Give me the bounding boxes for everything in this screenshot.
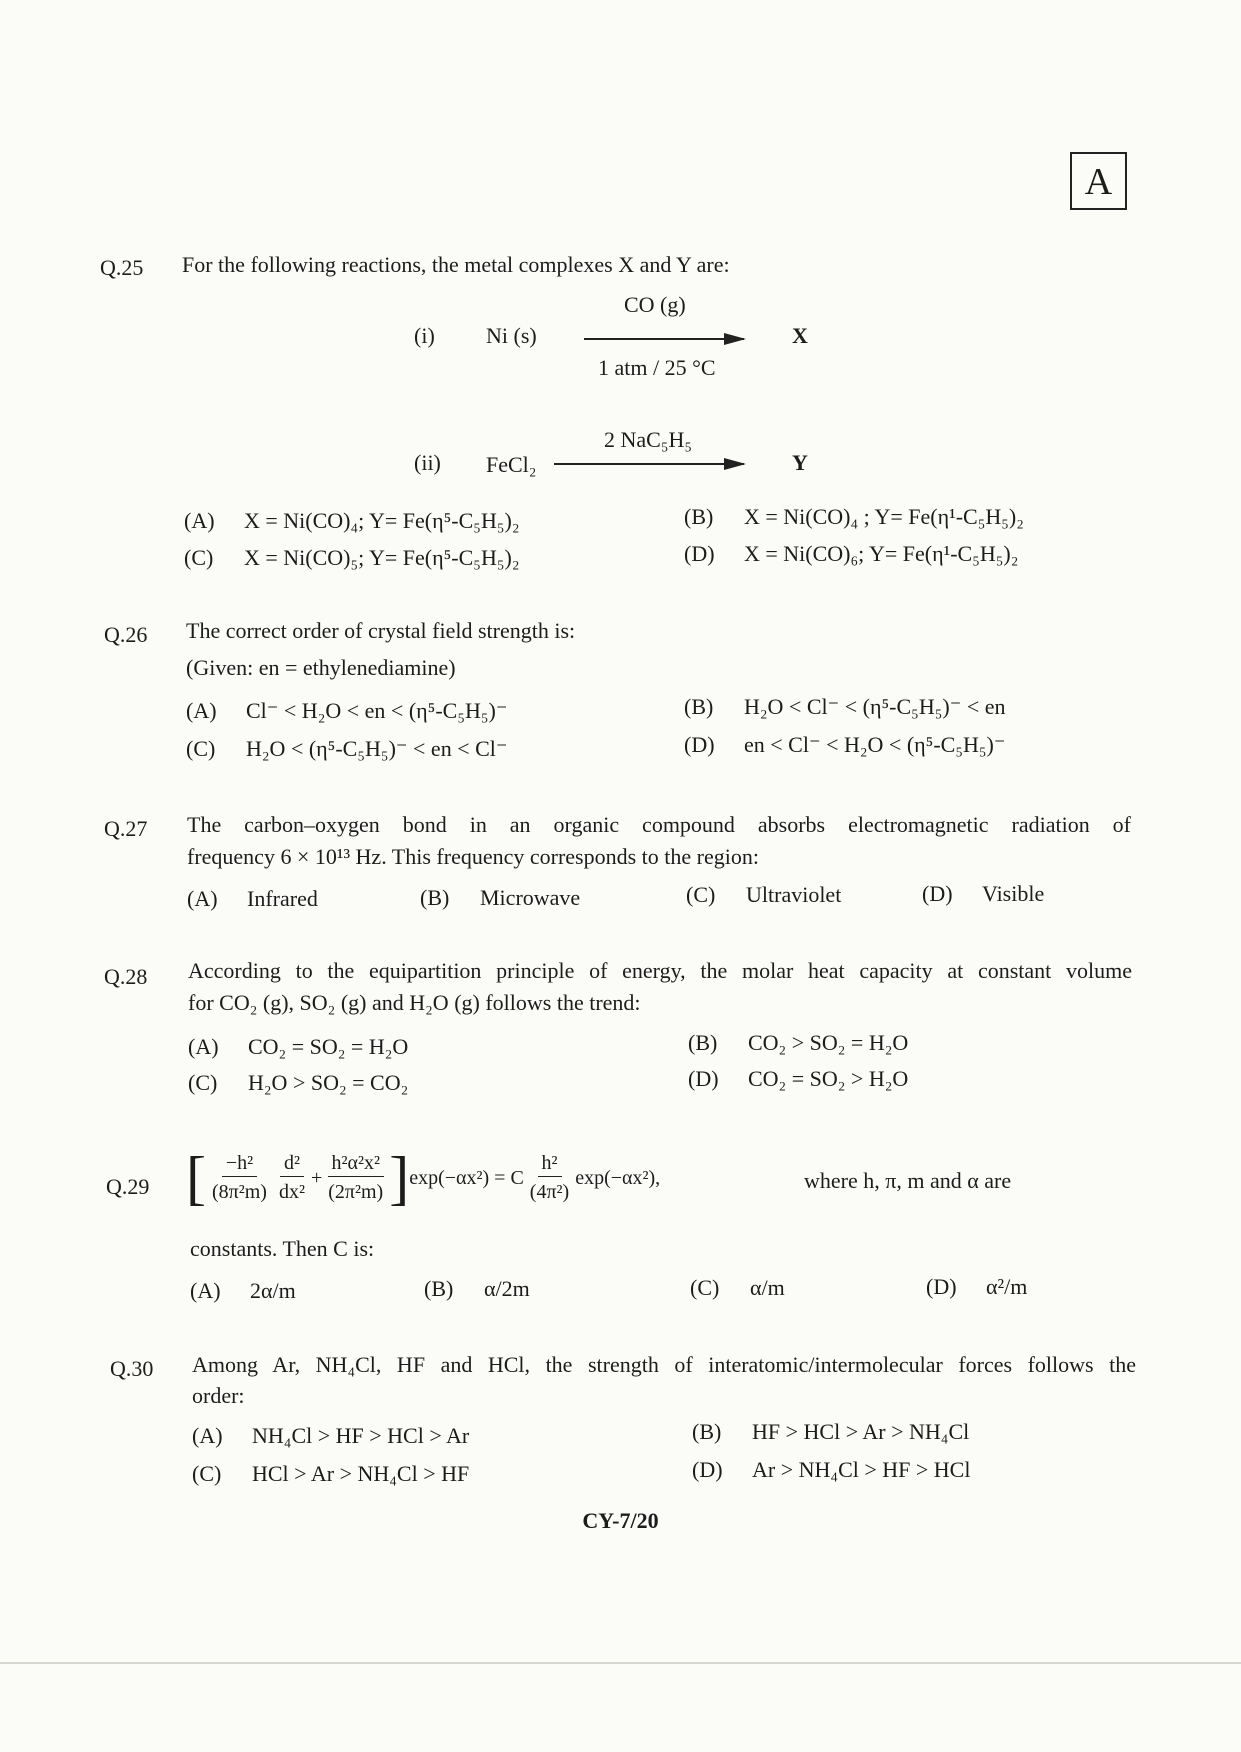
question-number: Q.27: [104, 816, 148, 841]
option-label: (C): [192, 1461, 222, 1486]
numerator: h²α²x²: [328, 1150, 384, 1177]
option-label: (B): [420, 885, 450, 910]
option-c: [186, 736, 508, 762]
exponential-term: exp(−αx²) = C: [409, 1166, 524, 1189]
reaction-arrow: [554, 463, 744, 465]
option-text: Visible: [982, 881, 1045, 906]
option-text: Ar > NH₄Cl > HF > HCl: [752, 1457, 971, 1482]
option-text: α/2m: [484, 1276, 530, 1301]
option-b: [684, 694, 1006, 720]
option-label: (B): [688, 1030, 718, 1055]
option-b: [684, 504, 1024, 530]
option-label: (C): [188, 1070, 218, 1095]
question-text-line-1: Among Ar, NH₄Cl, HF and HCl, the strength of interatomic/intermolecular forces follows the: [192, 1352, 1136, 1377]
option-text: Infrared: [247, 886, 318, 911]
option-d: [688, 1066, 908, 1092]
question-number: Q.30: [110, 1356, 154, 1381]
option-text: HCl > Ar > NH₄Cl > HF: [252, 1461, 470, 1486]
option-text: α²/m: [986, 1274, 1028, 1299]
reaction-arrow: [584, 338, 744, 340]
schrodinger-equation: [186, 1145, 661, 1211]
option-b: [424, 1276, 530, 1302]
fraction: [324, 1150, 387, 1207]
condition: 1 atm / 25 °C: [598, 355, 716, 380]
question-text-line-2: order:: [192, 1383, 245, 1408]
option-a: [192, 1423, 469, 1449]
option-c: [686, 882, 841, 908]
option-a: [186, 698, 508, 724]
page-footer: CY-7/20: [582, 1508, 659, 1533]
plus-sign: +: [310, 1166, 323, 1189]
exponential-term: exp(−αx²),: [575, 1166, 661, 1189]
option-a: [187, 886, 318, 912]
denominator: (2π²m): [328, 1180, 384, 1203]
option-label: (D): [926, 1274, 957, 1299]
option-text: H₂O < Cl⁻ < (η⁵-C₅H₅)⁻ < en: [744, 694, 1006, 719]
question-text-line-1: The carbon–oxygen bond in an organic compound absorbs electromagnetic radiation of: [187, 812, 1131, 837]
option-label: (B): [684, 504, 714, 529]
fraction: [275, 1150, 309, 1207]
denominator: (8π²m): [211, 1180, 267, 1203]
denominator: (4π²): [529, 1180, 570, 1203]
option-text: en < Cl⁻ < H₂O < (η⁵-C₅H₅)⁻: [744, 732, 1006, 757]
question-text-line-2: for CO₂ (g), SO₂ (g) and H₂O (g) follows the trend:: [188, 990, 641, 1015]
page-edge-divider: [0, 1662, 1241, 1664]
option-label: (C): [690, 1275, 720, 1300]
reactant: Ni (s): [486, 323, 537, 348]
given-note: (Given: en = ethylenediamine): [186, 655, 456, 680]
product: Y: [792, 450, 808, 475]
open-bracket: [: [186, 1145, 206, 1211]
reagent: CO (g): [624, 292, 686, 317]
question-number: Q.25: [100, 255, 144, 280]
option-label: (D): [692, 1457, 723, 1482]
option-a: [184, 508, 520, 534]
option-d: [926, 1274, 1027, 1300]
numerator: d²: [280, 1150, 304, 1177]
option-label: (D): [688, 1066, 719, 1091]
option-label: (C): [186, 736, 216, 761]
option-label: (A): [184, 508, 215, 533]
version-box: A: [1070, 152, 1127, 210]
reaction-label: (ii): [414, 450, 441, 475]
option-text: CO₂ > SO₂ = H₂O: [748, 1030, 909, 1055]
option-label: (B): [692, 1419, 722, 1444]
option-label: (D): [684, 541, 715, 566]
option-text: α/m: [750, 1275, 785, 1300]
option-text: Cl⁻ < H₂O < en < (η⁵-C₅H₅)⁻: [246, 698, 508, 723]
question-text: For the following reactions, the metal complexes X and Y are:: [182, 252, 730, 277]
option-text: Ultraviolet: [746, 882, 842, 907]
option-label: (A): [187, 886, 218, 911]
option-text: CO₂ = SO₂ > H₂O: [748, 1066, 909, 1091]
option-d: [684, 732, 1006, 758]
option-text: X = Ni(CO)₆; Y= Fe(η¹-C₅H₅)₂: [744, 541, 1019, 566]
option-label: (A): [192, 1423, 223, 1448]
option-text: H₂O > SO₂ = CO₂: [248, 1070, 409, 1095]
option-label: (B): [684, 694, 714, 719]
option-text: X = Ni(CO)₄ ; Y= Fe(η¹-C₅H₅)₂: [744, 504, 1024, 529]
question-number: Q.29: [106, 1174, 150, 1199]
question-text-line-2: constants. Then C is:: [190, 1236, 375, 1261]
question-text: The correct order of crystal field strength is:: [186, 618, 576, 643]
question-text-line-1: According to the equipartition principle of energy, the molar heat capacity at constant volume: [188, 958, 1132, 983]
option-c: [192, 1461, 469, 1487]
reaction-label: (i): [414, 323, 435, 348]
option-label: (A): [190, 1278, 221, 1303]
option-label: (D): [922, 881, 953, 906]
fraction: [526, 1150, 573, 1207]
question-text-line-2: frequency 6 × 10¹³ Hz. This frequency corresponds to the region:: [187, 844, 759, 869]
option-b: [692, 1419, 969, 1445]
option-text: HF > HCl > Ar > NH₄Cl: [752, 1419, 970, 1444]
option-a: [190, 1278, 296, 1304]
option-d: [692, 1457, 970, 1483]
option-label: (D): [684, 732, 715, 757]
product: X: [792, 323, 808, 348]
question-number: Q.26: [104, 622, 148, 647]
option-label: (C): [184, 545, 214, 570]
close-bracket: ]: [389, 1145, 410, 1211]
option-label: (A): [188, 1034, 219, 1059]
reactant: FeCl₂: [486, 452, 537, 477]
option-c: [690, 1275, 785, 1301]
option-text: Microwave: [480, 885, 581, 910]
option-label: (A): [186, 698, 217, 723]
option-d: [684, 541, 1018, 567]
option-label: (B): [424, 1276, 454, 1301]
numerator: h²: [538, 1150, 562, 1177]
option-text: X = Ni(CO)₄; Y= Fe(η⁵-C₅H₅)₂: [244, 508, 520, 533]
option-text: NH₄Cl > HF > HCl > Ar: [252, 1423, 470, 1448]
option-text: 2α/m: [250, 1278, 296, 1303]
option-text: X = Ni(CO)₅; Y= Fe(η⁵-C₅H₅)₂: [244, 545, 520, 570]
reagent: 2 NaC₅H₅: [604, 427, 693, 452]
denominator: dx²: [278, 1180, 305, 1203]
numerator: −h²: [222, 1150, 257, 1177]
option-b: [420, 885, 580, 911]
option-c: [188, 1070, 408, 1096]
option-c: [184, 545, 520, 571]
fraction: [208, 1150, 271, 1207]
option-a: [188, 1034, 408, 1060]
option-text: CO₂ = SO₂ = H₂O: [248, 1034, 409, 1059]
option-d: [922, 881, 1044, 907]
option-text: H₂O < (η⁵-C₅H₅)⁻ < en < Cl⁻: [246, 736, 508, 761]
option-b: [688, 1030, 908, 1056]
option-label: (C): [686, 882, 716, 907]
where-clause: where h, π, m and α are: [804, 1168, 1012, 1193]
question-number: Q.28: [104, 964, 148, 989]
